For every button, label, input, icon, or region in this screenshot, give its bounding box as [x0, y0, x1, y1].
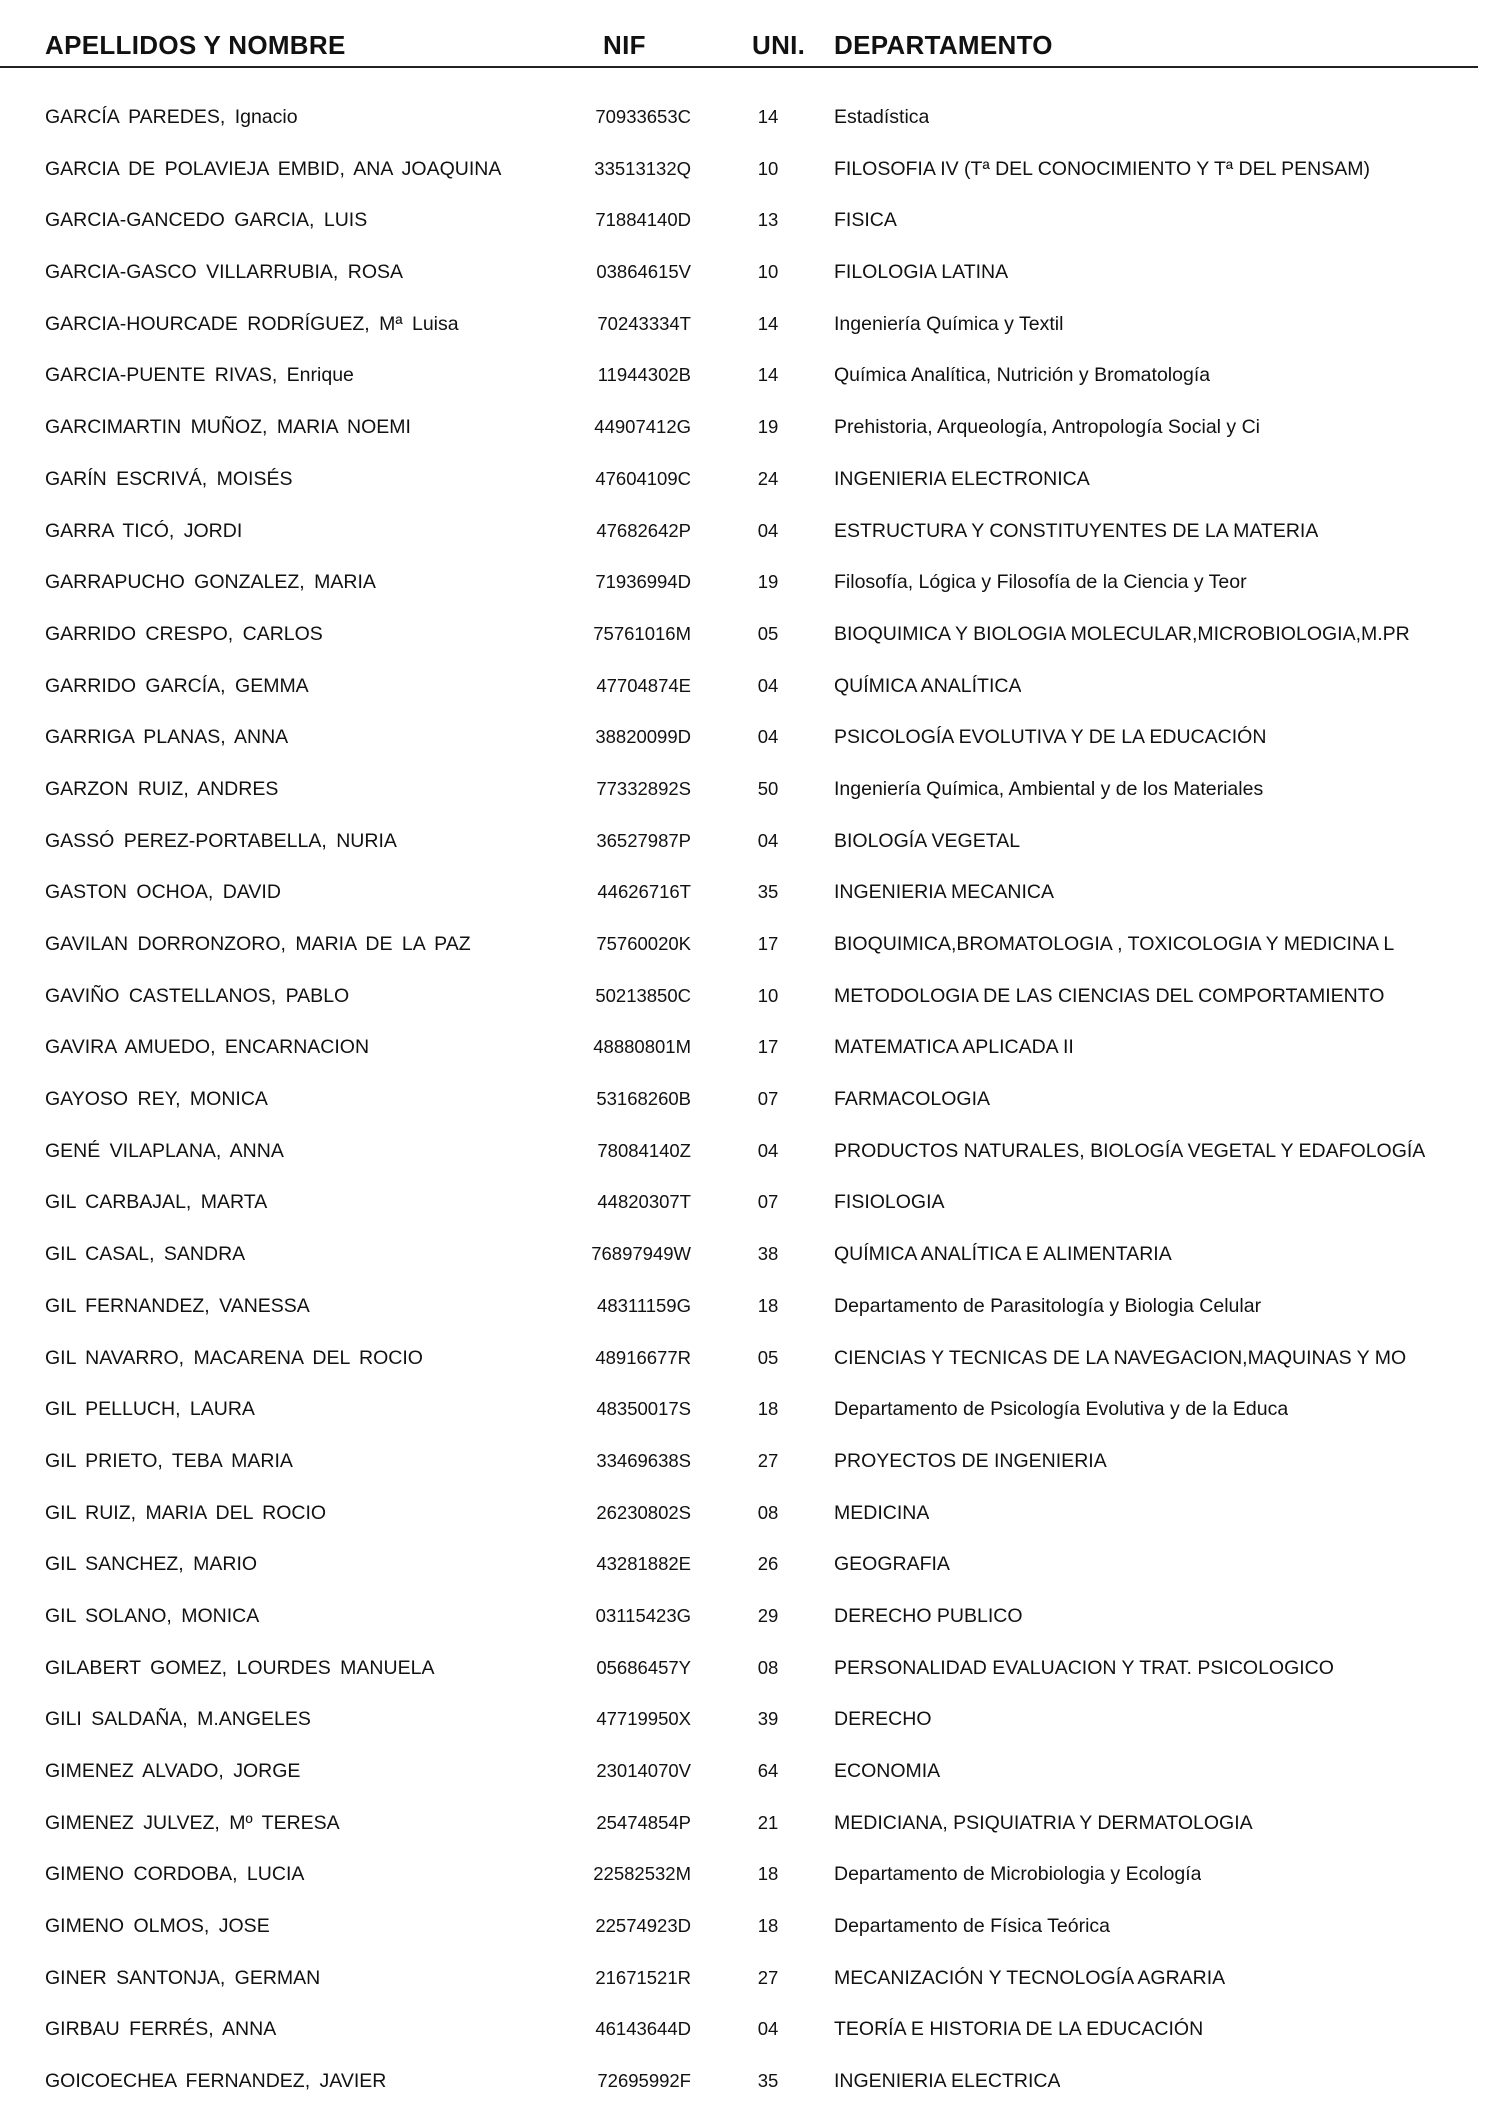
row-uni: 26	[757, 1553, 779, 1575]
table-header	[0, 30, 1500, 70]
row-nif: 76897949W	[591, 1243, 691, 1265]
row-uni: 27	[757, 1449, 779, 1471]
table-row	[0, 875, 1500, 927]
row-nif: 33469638S	[596, 1449, 691, 1471]
table-row	[0, 617, 1500, 669]
row-uni: 13	[757, 209, 779, 231]
row-department: ECONOMIA	[834, 1760, 941, 1782]
row-name: GIL NAVARRO, MACARENA DEL ROCIO	[45, 1346, 423, 1369]
row-department: MEDICINA	[834, 1501, 930, 1524]
row-uni: 21	[757, 1811, 779, 1833]
row-nif: 36527987P	[596, 829, 691, 851]
row-uni: 10	[757, 261, 779, 283]
row-department: QUÍMICA ANALÍTICA	[834, 674, 1022, 697]
row-department: FILOSOFIA IV (Tª DEL CONOCIMIENTO Y Tª DEL PENSAM)	[834, 157, 1370, 180]
row-department: PSICOLOGÍA EVOLUTIVA Y DE LA EDUCACIÓN	[834, 726, 1267, 749]
row-department: INGENIERIA ELECTRICA	[834, 2070, 1061, 2093]
table-row	[0, 462, 1500, 514]
row-department: BIOQUIMICA,BROMATOLOGIA , TOXICOLOGIA Y MEDICINA L	[834, 933, 1395, 955]
row-department: BIOLOGÍA VEGETAL	[834, 829, 1021, 852]
row-name: GILABERT GOMEZ, LOURDES MANUELA	[45, 1656, 435, 1679]
row-nif: 44820307T	[597, 1191, 691, 1213]
row-nif: 47719950X	[596, 1708, 691, 1730]
row-name: GARCIA-PUENTE RIVAS, Enrique	[45, 364, 354, 387]
row-nif: 03864615V	[596, 261, 691, 283]
table-row	[0, 1702, 1500, 1754]
table-row	[0, 1444, 1500, 1496]
row-uni: 50	[757, 777, 779, 799]
row-name: GIMENEZ JULVEZ, Mº TERESA	[45, 1811, 340, 1834]
row-uni: 08	[757, 1501, 779, 1523]
row-department: METODOLOGIA DE LAS CIENCIAS DEL COMPORTAMIENTO	[834, 984, 1385, 1007]
row-nif: 53168260B	[596, 1088, 691, 1110]
row-department: Estadística	[834, 106, 930, 128]
row-department: FARMACOLOGIA	[834, 1088, 991, 1111]
row-name: GARRIDO CRESPO, CARLOS	[45, 622, 323, 645]
row-department: ESTRUCTURA Y CONSTITUYENTES DE LA MATERIA	[834, 519, 1319, 542]
row-department: PRODUCTOS NATURALES, BIOLOGÍA VEGETAL Y EDAFOLOGÍA	[834, 1139, 1426, 1162]
row-name: GARCIA-GASCO VILLARRUBIA, ROSA	[45, 261, 404, 284]
row-department: Ingeniería Química, Ambiental y de los Materiales	[834, 777, 1264, 800]
row-name: GARRIGA PLANAS, ANNA	[45, 726, 289, 749]
row-nif: 72695992F	[597, 2070, 691, 2092]
header-department: DEPARTAMENTO	[834, 30, 1053, 60]
table-row	[0, 824, 1500, 876]
row-name: GAVIRA AMUEDO, ENCARNACION	[45, 1036, 370, 1059]
row-department: PERSONALIDAD EVALUACION Y TRAT. PSICOLOGICO	[834, 1656, 1334, 1679]
row-department: BIOQUIMICA Y BIOLOGIA MOLECULAR,MICROBIOLOGIA,M.PR	[834, 622, 1410, 645]
row-department: TEORÍA E HISTORIA DE LA EDUCACIÓN	[834, 2018, 1204, 2041]
row-nif: 48311159G	[597, 1294, 691, 1316]
row-name: GIRBAU FERRÉS, ANNA	[45, 2018, 277, 2041]
table-row	[0, 1961, 1500, 2013]
row-department: INGENIERIA ELECTRONICA	[834, 467, 1090, 490]
row-name: GIL PRIETO, TEBA MARIA	[45, 1449, 293, 1472]
table-row	[0, 1496, 1500, 1548]
row-nif: 22574923D	[595, 1915, 691, 1937]
row-uni: 18	[757, 1863, 779, 1885]
header-divider	[0, 66, 1478, 68]
header-nif: NIF	[603, 30, 646, 60]
row-uni: 05	[757, 1346, 779, 1368]
row-name: GIMENO CORDOBA, LUCIA	[45, 1863, 305, 1886]
row-department: Filosofía, Lógica y Filosofía de la Ciencia y Teor	[834, 571, 1247, 594]
row-name: GARRIDO GARCÍA, GEMMA	[45, 674, 309, 697]
row-name: GIMENEZ ALVADO, JORGE	[45, 1760, 301, 1782]
row-nif: 44907412G	[594, 416, 691, 438]
row-department: DERECHO	[834, 1708, 932, 1731]
row-department: Departamento de Parasitología y Biologia Celular	[834, 1294, 1262, 1317]
table-row	[0, 1909, 1500, 1961]
row-nif: 48880801M	[593, 1036, 691, 1058]
row-uni: 18	[757, 1294, 779, 1316]
row-name: GIL CASAL, SANDRA	[45, 1243, 246, 1266]
row-nif: 33513132Q	[594, 157, 691, 179]
row-name: GIL CARBAJAL, MARTA	[45, 1191, 268, 1214]
row-nif: 38820099D	[595, 726, 691, 748]
row-nif: 46143644D	[595, 2018, 691, 2040]
row-uni: 04	[757, 726, 779, 748]
row-uni: 05	[757, 622, 779, 644]
row-name: GARÍN ESCRIVÁ, MOISÉS	[45, 467, 293, 490]
row-nif: 03115423G	[595, 1604, 691, 1626]
row-uni: 04	[757, 519, 779, 541]
table-row	[0, 152, 1500, 204]
row-department: FISICA	[834, 209, 897, 232]
row-department: FISIOLOGIA	[834, 1191, 945, 1214]
row-nif: 71936994D	[595, 571, 691, 593]
row-uni: 19	[757, 571, 779, 593]
row-uni: 07	[757, 1088, 779, 1110]
row-uni: 10	[757, 984, 779, 1006]
table-row	[0, 1651, 1500, 1703]
row-name: GASTON OCHOA, DAVID	[45, 881, 281, 904]
row-department: FILOLOGIA LATINA	[834, 261, 1009, 284]
row-nif: 25474854P	[596, 1811, 691, 1833]
row-uni: 29	[757, 1604, 779, 1626]
row-uni: 10	[757, 157, 779, 179]
row-uni: 17	[757, 1036, 779, 1058]
row-uni: 27	[757, 1966, 779, 1988]
row-nif: 71884140D	[595, 209, 691, 231]
table-body	[0, 100, 1500, 2116]
table-row	[0, 100, 1500, 152]
table-row	[0, 1082, 1500, 1134]
row-uni: 35	[757, 881, 779, 903]
table-row	[0, 2012, 1500, 2064]
table-row	[0, 358, 1500, 410]
table-row	[0, 1237, 1500, 1289]
row-uni: 04	[757, 2018, 779, 2040]
table-row	[0, 255, 1500, 307]
table-row	[0, 1857, 1500, 1909]
row-nif: 26230802S	[596, 1501, 691, 1523]
row-department: MATEMATICA APLICADA II	[834, 1036, 1074, 1059]
row-nif: 11944302B	[597, 364, 691, 386]
table-row	[0, 1806, 1500, 1858]
row-nif: 22582532M	[593, 1863, 691, 1885]
row-uni: 08	[757, 1656, 779, 1678]
row-nif: 47704874E	[596, 674, 691, 696]
row-uni: 14	[757, 106, 779, 127]
row-uni: 19	[757, 416, 779, 438]
row-department: Departamento de Psicología Evolutiva y de la Educa	[834, 1398, 1289, 1421]
row-department: INGENIERIA MECANICA	[834, 881, 1054, 904]
row-nif: 78084140Z	[597, 1139, 691, 1161]
row-department: DERECHO PUBLICO	[834, 1604, 1023, 1627]
header-name: APELLIDOS Y NOMBRE	[45, 30, 346, 60]
row-nif: 48350017S	[596, 1398, 691, 1420]
table-row	[0, 1341, 1500, 1393]
row-department: Prehistoria, Arqueología, Antropología Social y Ci	[834, 416, 1261, 439]
row-department: QUÍMICA ANALÍTICA E ALIMENTARIA	[834, 1243, 1172, 1266]
row-name: GIL RUIZ, MARIA DEL ROCIO	[45, 1501, 327, 1524]
row-uni: 04	[757, 674, 779, 696]
table-row	[0, 203, 1500, 255]
row-department: Departamento de Microbiologia y Ecología	[834, 1863, 1202, 1886]
table-row	[0, 307, 1500, 359]
table-row	[0, 927, 1500, 979]
row-nif: 47682642P	[596, 519, 691, 541]
table-row	[0, 1185, 1500, 1237]
table-row	[0, 720, 1500, 772]
row-nif: 75761016M	[593, 622, 691, 644]
row-uni: 04	[757, 829, 779, 851]
table-row	[0, 514, 1500, 566]
row-uni: 39	[757, 1708, 779, 1730]
table-row	[0, 1134, 1500, 1186]
row-nif: 43281882E	[596, 1553, 691, 1575]
row-name: GAYOSO REY, MONICA	[45, 1088, 268, 1111]
row-department: PROYECTOS DE INGENIERIA	[834, 1449, 1107, 1472]
row-name: GIMENO OLMOS, JOSE	[45, 1915, 270, 1938]
row-nif: 70933653C	[595, 106, 691, 127]
row-nif: 77332892S	[596, 777, 691, 799]
row-department: MEDICIANA, PSIQUIATRIA Y DERMATOLOGIA	[834, 1811, 1253, 1834]
row-uni: 18	[757, 1398, 779, 1420]
row-nif: 70243334T	[597, 312, 691, 334]
row-nif: 75760020K	[596, 933, 691, 954]
row-name: GOICOECHEA FERNANDEZ, JAVIER	[45, 2070, 387, 2093]
row-nif: 44626716T	[597, 881, 691, 903]
table-row	[0, 669, 1500, 721]
row-nif: 48916677R	[595, 1346, 691, 1368]
row-nif: 50213850C	[595, 984, 691, 1006]
table-row	[0, 2064, 1500, 2116]
row-department: CIENCIAS Y TECNICAS DE LA NAVEGACION,MAQUINAS Y MO	[834, 1346, 1407, 1369]
row-department: GEOGRAFIA	[834, 1553, 950, 1576]
row-department: Ingeniería Química y Textil	[834, 312, 1064, 335]
table-row	[0, 1599, 1500, 1651]
table-row	[0, 1289, 1500, 1341]
row-department: MECANIZACIÓN Y TECNOLOGÍA AGRARIA	[834, 1966, 1226, 1989]
table-row	[0, 1754, 1500, 1806]
row-name: GARCIA DE POLAVIEJA EMBID, ANA JOAQUINA	[45, 157, 502, 180]
table-row	[0, 1030, 1500, 1082]
row-uni: 04	[757, 1139, 779, 1161]
row-department: Química Analítica, Nutrición y Bromatología	[834, 364, 1211, 387]
row-name: GINER SANTONJA, GERMAN	[45, 1966, 321, 1989]
table-row	[0, 410, 1500, 462]
table-row	[0, 1547, 1500, 1599]
table-row	[0, 772, 1500, 824]
row-name: GAVIÑO CASTELLANOS, PABLO	[45, 984, 350, 1007]
row-name: GARZON RUIZ, ANDRES	[45, 777, 279, 800]
row-nif: 21671521R	[595, 1966, 691, 1988]
table-row	[0, 1392, 1500, 1444]
row-name: GARCIMARTIN MUÑOZ, MARIA NOEMI	[45, 416, 411, 439]
row-uni: 14	[757, 364, 779, 386]
table-row	[0, 979, 1500, 1031]
row-name: GIL SANCHEZ, MARIO	[45, 1553, 258, 1576]
row-name: GARRA TICÓ, JORDI	[45, 519, 243, 542]
row-uni: 14	[757, 312, 779, 334]
row-uni: 18	[757, 1915, 779, 1937]
row-department: Departamento de Física Teórica	[834, 1915, 1111, 1938]
row-nif: 23014070V	[596, 1760, 691, 1781]
row-name: GARCIA-GANCEDO GARCIA, LUIS	[45, 209, 368, 232]
row-name: GENÉ VILAPLANA, ANNA	[45, 1139, 284, 1162]
header-uni: UNI.	[752, 30, 806, 60]
row-nif: 47604109C	[595, 467, 691, 489]
row-uni: 38	[757, 1243, 779, 1265]
row-name: GIL FERNANDEZ, VANESSA	[45, 1294, 310, 1317]
table-row	[0, 565, 1500, 617]
row-name: GILI SALDAÑA, M.ANGELES	[45, 1708, 311, 1731]
row-uni: 35	[757, 2070, 779, 2092]
row-name: GARRAPUCHO GONZALEZ, MARIA	[45, 571, 376, 594]
row-uni: 24	[757, 467, 779, 489]
row-name: GIL SOLANO, MONICA	[45, 1604, 260, 1627]
row-name: GARCIA-HOURCADE RODRÍGUEZ, Mª Luisa	[45, 312, 459, 335]
row-uni: 64	[757, 1760, 779, 1781]
row-uni: 07	[757, 1191, 779, 1213]
row-name: GASSÓ PEREZ-PORTABELLA, NURIA	[45, 829, 397, 852]
row-name: GAVILAN DORRONZORO, MARIA DE LA PAZ	[45, 933, 471, 955]
row-nif: 05686457Y	[596, 1656, 691, 1678]
row-name: GARCÍA PAREDES, Ignacio	[45, 106, 298, 128]
row-name: GIL PELLUCH, LAURA	[45, 1398, 255, 1421]
row-uni: 17	[757, 933, 779, 954]
